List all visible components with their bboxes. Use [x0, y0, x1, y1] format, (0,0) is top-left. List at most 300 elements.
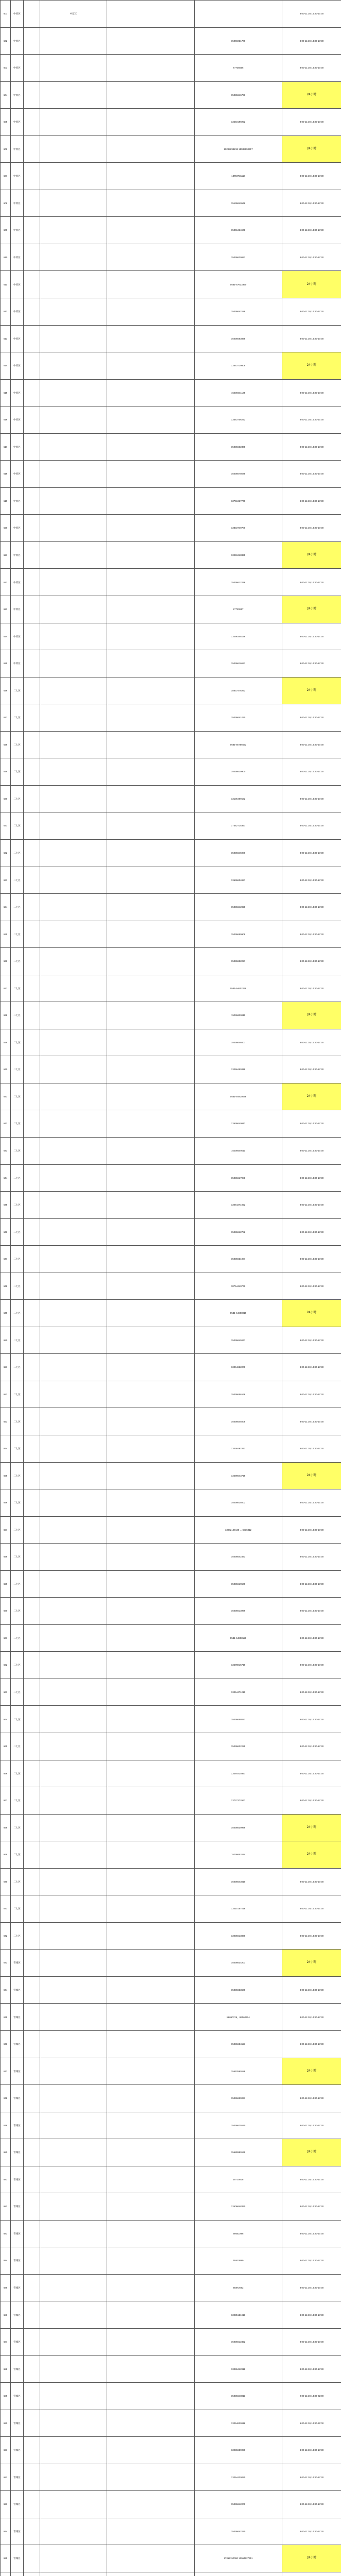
address-cell [107, 379, 195, 406]
hours-cell: 24小时 [282, 1462, 341, 1489]
table-row [1, 1950, 341, 1977]
district-cell [24, 2301, 40, 2329]
district-cell [24, 1895, 40, 1923]
district-cell [24, 1218, 40, 1246]
phone-cell: 15036612322 [195, 2329, 282, 2356]
district-cell [24, 2166, 40, 2193]
table-row [1, 1652, 341, 1679]
table-row [1, 948, 341, 975]
city-cell: 二七区 [11, 758, 24, 786]
city-cell: 二七区 [11, 1408, 24, 1435]
row-number: 616 [1, 406, 11, 434]
row-number: 663 [1, 1679, 11, 1706]
table-row [1, 1462, 341, 1489]
hours-cell: 8:00-11:30,14:30-17:30 [282, 1164, 341, 1192]
city-cell: 管城区 [11, 2166, 24, 2193]
table-row [1, 1544, 341, 1571]
row-number: 669 [1, 1841, 11, 1869]
city-cell: 二七区 [11, 1652, 24, 1679]
address-cell [107, 135, 195, 163]
address-cell [107, 1137, 195, 1164]
city-cell: 管城区 [11, 2058, 24, 2085]
site-name-cell [40, 298, 107, 326]
phone-cell: 15036617988 [195, 1164, 282, 1192]
site-name-cell [40, 2220, 107, 2247]
table-row [1, 541, 341, 569]
district-cell [24, 461, 40, 488]
table-row [1, 1435, 341, 1462]
city-cell: 二七区 [11, 1056, 24, 1083]
hours-cell: 24小时 [282, 1300, 341, 1327]
hours-cell: 8:00-11:30,14:30-17:30 [282, 244, 341, 271]
city-cell: 二七区 [11, 894, 24, 921]
table-row [1, 839, 341, 867]
table-row [1, 2004, 341, 2031]
hours-cell: 8:00-11:30,14:30-17:30 [282, 1327, 341, 1354]
city-cell: 中原区 [11, 406, 24, 434]
row-number: 652 [1, 1381, 11, 1408]
table-row [1, 1137, 341, 1164]
table-row [1, 1408, 341, 1435]
city-cell: 中原区 [11, 135, 24, 163]
site-name-cell [40, 217, 107, 244]
row-number: 640 [1, 1056, 11, 1083]
row-number: 629 [1, 758, 11, 786]
address-cell [107, 217, 195, 244]
site-name-cell [40, 515, 107, 542]
phone-cell: 15036649011 [195, 1137, 282, 1164]
address-cell [107, 1435, 195, 1462]
row-number: 619 [1, 487, 11, 515]
district-cell [24, 135, 40, 163]
address-cell [107, 541, 195, 569]
phone-cell: 13606648330 [195, 2193, 282, 2221]
table-row [1, 515, 341, 542]
district-cell [24, 2085, 40, 2112]
city-cell: 二七区 [11, 1895, 24, 1923]
district-cell [24, 2410, 40, 2437]
city-cell: 二七区 [11, 1083, 24, 1110]
hours-cell: 8:00-11:30,14:30-17:30 [282, 1706, 341, 1733]
district-cell [24, 379, 40, 406]
hours-cell: 24小时 [282, 1950, 341, 1977]
phone-cell: 87736556 [195, 55, 282, 82]
phone-cell: 13298348128 [195, 623, 282, 650]
phone-cell: 0531-64910078 [195, 1083, 282, 1110]
district-cell [24, 2274, 40, 2301]
site-name-cell [40, 650, 107, 677]
address-cell [107, 2464, 195, 2491]
site-name-cell [40, 487, 107, 515]
hours-cell: 8:00-11:30,14:30-17:30 [282, 1760, 341, 1787]
city-cell: 中原区 [11, 298, 24, 326]
site-name-cell [40, 975, 107, 1002]
city-cell: 中原区 [11, 1, 24, 28]
row-number: 626 [1, 677, 11, 704]
phone-cell: 15036646007 [195, 1029, 282, 1056]
address-cell [107, 1733, 195, 1760]
city-cell: 管城区 [11, 2545, 24, 2572]
site-name-cell [40, 2031, 107, 2058]
city-cell: 中原区 [11, 352, 24, 380]
row-number: 624 [1, 623, 11, 650]
city-cell: 二七区 [11, 1029, 24, 1056]
address-cell [107, 1516, 195, 1544]
row-number: 690 [1, 2410, 11, 2437]
phone-cell: 13136469162 [195, 785, 282, 812]
site-name-cell [40, 109, 107, 136]
address-cell [107, 1327, 195, 1354]
city-cell: 二七区 [11, 1435, 24, 1462]
district-cell [24, 109, 40, 136]
district-cell [24, 731, 40, 758]
address-cell [107, 1489, 195, 1517]
site-name-cell [40, 271, 107, 298]
city-cell: 管城区 [11, 2518, 24, 2545]
phone-cell: 15036645980 [195, 839, 282, 867]
phone-cell: 55510889 [195, 2247, 282, 2275]
address-cell [107, 1462, 195, 1489]
city-cell: 中原区 [11, 541, 24, 569]
city-cell: 二七区 [11, 1218, 24, 1246]
row-number: 622 [1, 569, 11, 596]
address-cell [107, 1218, 195, 1246]
district-cell [24, 1544, 40, 1571]
hours-cell: 8:00-11:30,14:30-17:30 [282, 867, 341, 894]
site-name-cell [40, 2139, 107, 2166]
phone-cell: 15036613999 [195, 1598, 282, 1625]
hours-cell: 8:00-11:30,14:30-17:30 [282, 2437, 341, 2464]
site-name-cell [40, 677, 107, 704]
table-row [1, 2437, 341, 2464]
table-row [1, 1922, 341, 1950]
city-cell: 管城区 [11, 1950, 24, 1977]
site-name-cell [40, 2058, 107, 2085]
row-number: 660 [1, 1598, 11, 1625]
city-cell: 管城区 [11, 2247, 24, 2275]
table-row [1, 1733, 341, 1760]
hours-cell: 24小时 [282, 1002, 341, 1029]
address-cell [107, 406, 195, 434]
address-cell [107, 55, 195, 82]
district-cell [24, 2247, 40, 2275]
hours-cell: 8:00-11:30,14:30-17:30 [282, 1137, 341, 1164]
table-row [1, 2410, 341, 2437]
row-number: 672 [1, 1922, 11, 1950]
district-cell [24, 244, 40, 271]
table-row [1, 1354, 341, 1381]
district-cell [24, 2004, 40, 2031]
address-cell [107, 1029, 195, 1056]
site-name-cell [40, 867, 107, 894]
district-cell [24, 677, 40, 704]
phone-cell: 13066450319 [195, 1056, 282, 1083]
table-row [1, 569, 341, 596]
row-number: 601 [1, 1, 11, 28]
site-name-cell [40, 2518, 107, 2545]
city-cell: 二七区 [11, 1922, 24, 1950]
site-name-cell [40, 1679, 107, 1706]
city-cell: 管城区 [11, 2464, 24, 2491]
phone-cell: 15136649546 [195, 190, 282, 217]
table-row [1, 867, 341, 894]
city-cell: 二七区 [11, 1489, 24, 1517]
city-cell: 二七区 [11, 839, 24, 867]
hours-cell: 24小时 [282, 1814, 341, 1841]
row-number: 649 [1, 1300, 11, 1327]
site-name-cell [40, 406, 107, 434]
city-cell: 二七区 [11, 1706, 24, 1733]
site-name-cell [40, 27, 107, 55]
row-number: 618 [1, 461, 11, 488]
address-cell [107, 2139, 195, 2166]
hours-cell: 9:00-11:30,14:30-22:00 [282, 2383, 341, 2410]
city-cell: 二七区 [11, 948, 24, 975]
district-cell [24, 2220, 40, 2247]
district-cell [24, 1056, 40, 1083]
table-row [1, 2058, 341, 2085]
phone-cell: 13703731110 [195, 163, 282, 190]
address-cell [107, 1083, 195, 1110]
phone-cell: 13383706222 [195, 406, 282, 434]
table-row [1, 2518, 341, 2545]
phone-cell: 15036632227 [195, 948, 282, 975]
district-cell [24, 2193, 40, 2221]
city-cell: 管城区 [11, 2085, 24, 2112]
site-name-cell [40, 1246, 107, 1273]
address-cell [107, 487, 195, 515]
phone-cell: 13064471210 [195, 1679, 282, 1706]
phone-cell: 13293418335 [195, 541, 282, 569]
site-name-cell [40, 1950, 107, 1977]
address-cell [107, 1814, 195, 1841]
site-name-cell [40, 2301, 107, 2329]
site-name-cell [40, 1192, 107, 1219]
row-number: 653 [1, 1408, 11, 1435]
phone-cell: 13536604997 [195, 867, 282, 894]
city-cell: 二七区 [11, 1624, 24, 1652]
city-cell: 二七区 [11, 1192, 24, 1219]
city-cell: 二七区 [11, 785, 24, 812]
city-cell: 二七区 [11, 1462, 24, 1489]
district-cell [24, 975, 40, 1002]
district-cell [24, 2464, 40, 2491]
district-cell [24, 27, 40, 55]
site-name-cell [40, 623, 107, 650]
hours-cell: 8:00-11:30,14:30-17:30 [282, 2220, 341, 2247]
row-number: 606 [1, 135, 11, 163]
phone-cell: 13793467740 [195, 487, 282, 515]
district-cell [24, 1624, 40, 1652]
site-name-cell [40, 81, 107, 109]
hours-cell: 8:00-11:30,14:30-17:30 [282, 406, 341, 434]
site-name-cell [40, 1544, 107, 1571]
phone-cell: 15036612226 [195, 569, 282, 596]
hours-cell: 8:00-11:30,14:30-17:30 [282, 2193, 341, 2221]
address-cell [107, 1164, 195, 1192]
city-cell: 二七区 [11, 1110, 24, 1138]
table-row [1, 1598, 341, 1625]
table-row [1, 2464, 341, 2491]
hours-cell: 8:00-11:30,14:30-17:30 [282, 109, 341, 136]
phone-cell: 18637476252 [195, 677, 282, 704]
district-cell [24, 1327, 40, 1354]
site-name-cell [40, 1083, 107, 1110]
hours-cell: 8:00-11:30,14:30-17:30 [282, 1787, 341, 1815]
city-cell: 管城区 [11, 2383, 24, 2410]
row-number: 694 [1, 2518, 11, 2545]
address-cell [107, 894, 195, 921]
site-name-cell [40, 2166, 107, 2193]
site-name-cell [40, 55, 107, 82]
site-name-cell [40, 352, 107, 380]
site-name-cell [40, 190, 107, 217]
district-cell [24, 271, 40, 298]
row-number: 644 [1, 1164, 11, 1192]
district-cell [24, 812, 40, 840]
table-row [1, 109, 341, 136]
row-number: 675 [1, 2004, 11, 2031]
phone-cell: 13698643715 [195, 1462, 282, 1489]
table-row [1, 163, 341, 190]
phone-cell: 15036612782 [195, 1218, 282, 1246]
address-cell [107, 271, 195, 298]
city-cell: 管城区 [11, 2274, 24, 2301]
address-cell [107, 1544, 195, 1571]
phone-cell: 15036645008 [195, 1408, 282, 1435]
address-cell [107, 2437, 195, 2464]
row-number: 642 [1, 1110, 11, 1138]
site-name-cell [40, 1760, 107, 1787]
table-row [1, 55, 341, 82]
district-cell [24, 758, 40, 786]
district-cell [24, 1652, 40, 1679]
district-cell [24, 948, 40, 975]
address-cell [107, 812, 195, 840]
city-cell: 二七区 [11, 1354, 24, 1381]
district-cell [24, 569, 40, 596]
phone-cell: 15036625520 [195, 2112, 282, 2139]
city-cell: 二七区 [11, 731, 24, 758]
table-row [1, 812, 341, 840]
district-cell [24, 515, 40, 542]
city-cell: 管城区 [11, 2112, 24, 2139]
district-cell [24, 352, 40, 380]
city-cell: 二七区 [11, 1814, 24, 1841]
hours-cell: 8:00-11:30,14:30-17:30 [282, 1516, 341, 1544]
hours-cell: 8:00-11:30,14:30-17:30 [282, 190, 341, 217]
district-cell [24, 596, 40, 623]
city-cell: 二七区 [11, 1300, 24, 1327]
hours-cell: 8:00-11:30,14:30-17:30 [282, 2085, 341, 2112]
site-name-cell [40, 1814, 107, 1841]
table-row [1, 433, 341, 461]
phone-cell [195, 1, 282, 28]
address-cell [107, 1706, 195, 1733]
site-name-cell [40, 1110, 107, 1138]
phone-cell: 13036412818 [195, 2355, 282, 2383]
phone-cell: 13236613860 [195, 1922, 282, 1950]
table-row [1, 1110, 341, 1138]
district-cell [24, 2491, 40, 2518]
district-cell [24, 2031, 40, 2058]
address-cell [107, 1976, 195, 2004]
address-cell [107, 2545, 195, 2572]
site-name-cell [40, 2004, 107, 2031]
site-name-cell [40, 1327, 107, 1354]
table-row [1, 785, 341, 812]
phone-cell: 15036642333 [195, 1544, 282, 1571]
address-cell [107, 1408, 195, 1435]
row-number: 650 [1, 1327, 11, 1354]
table-row [1, 2274, 341, 2301]
address-cell [107, 731, 195, 758]
table-row [1, 921, 341, 948]
row-number: 609 [1, 217, 11, 244]
site-name-cell [40, 1002, 107, 1029]
row-number: 633 [1, 867, 11, 894]
address-cell [107, 623, 195, 650]
hours-cell: 8:00-11:30,14:30-17:30 [282, 2518, 341, 2545]
table-row [1, 406, 341, 434]
district-cell [24, 1, 40, 28]
hours-cell: 8:00-11:30,14:30-17:30 [282, 1544, 341, 1571]
table-row [1, 217, 341, 244]
hours-cell: 8:00-11:30,14:30-17:30 [282, 1056, 341, 1083]
address-cell [107, 2491, 195, 2518]
table-row [1, 1841, 341, 1869]
city-cell: 二七区 [11, 1516, 24, 1544]
address-cell [107, 975, 195, 1002]
row-number: 637 [1, 975, 11, 1002]
district-cell [24, 81, 40, 109]
table-row [1, 1056, 341, 1083]
site-name-cell [40, 2193, 107, 2221]
district-cell [24, 1787, 40, 1815]
hours-cell: 24小时 [282, 541, 341, 569]
address-cell [107, 1570, 195, 1598]
district-cell [24, 1137, 40, 1164]
table-row [1, 2383, 341, 2410]
row-number: 611 [1, 271, 11, 298]
row-number: 607 [1, 163, 11, 190]
address-cell [107, 352, 195, 380]
hours-cell: 8:00-11:30,14:30-17:30 [282, 1435, 341, 1462]
table-row [1, 135, 341, 163]
district-cell [24, 163, 40, 190]
address-cell [107, 1354, 195, 1381]
district-cell [24, 1029, 40, 1056]
hours-cell: 24小时 [282, 81, 341, 109]
site-name-cell [40, 1029, 107, 1056]
district-cell [24, 894, 40, 921]
district-cell [24, 1598, 40, 1625]
hours-cell: 8:00-11:30,14:30-17:30 [282, 27, 341, 55]
table-row [1, 2572, 341, 2576]
city-cell: 二七区 [11, 1544, 24, 1571]
row-number: 661 [1, 1624, 11, 1652]
phone-cell: 17315150000 13064227651 [195, 2545, 282, 2572]
city-cell: 中原区 [11, 569, 24, 596]
table-row [1, 2193, 341, 2221]
phone-cell: 13210157018 [195, 1895, 282, 1923]
row-number: 643 [1, 1137, 11, 1164]
city-cell: 管城区 [11, 2491, 24, 2518]
row-number: 685 [1, 2274, 11, 2301]
row-number: 681 [1, 2166, 11, 2193]
table-row [1, 81, 341, 109]
phone-cell: 86060725，86060724 [195, 2004, 282, 2031]
